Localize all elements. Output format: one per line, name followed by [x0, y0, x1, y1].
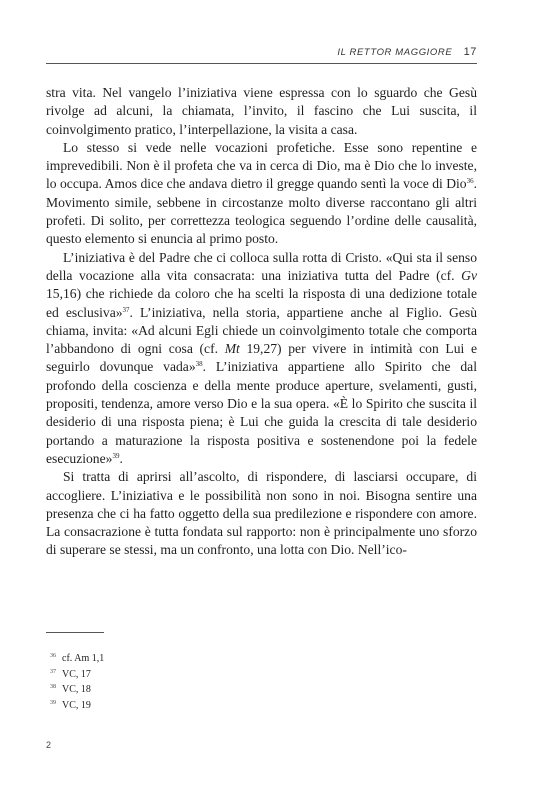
footnote — [50, 681, 250, 697]
footnote — [50, 666, 250, 682]
running-head-title: IL RETTOR MAGGIORE — [337, 47, 453, 58]
footnote-mark: 36 — [50, 653, 56, 659]
text-run: . L’iniziativa, nella storia, appartiene anche al Figlio. Gesù chiama, invita: «Ad alcuni Egli chiede un coinvolgimento totale che comporta l’abbandono di ogni cosa (cf. — [46, 304, 477, 357]
paragraph — [46, 249, 477, 469]
footnote — [50, 650, 250, 666]
footnote-reference: 36 — [466, 177, 474, 186]
text-run: L’iniziativa è del Padre che ci colloca sulla rotta di Cristo. «Qui sta il senso della vocazione alla vita consacrata: una iniziativa tutta del Padre (cf. — [46, 249, 477, 283]
footnote-reference: 38 — [195, 360, 203, 369]
text-run: . Movimento simile, sebbene in circostanze molto diverse raccontano gli altri profeti. Di solito, per correttezza teologica seguendo l’ordine delle causalità, questo elemento si enuncia al primo posto. — [46, 176, 477, 247]
page-number: 17 — [463, 46, 477, 58]
footnote-divider — [46, 632, 104, 633]
text-run: . L’iniziativa appartiene allo Spirito che dal profondo della coscienza e della mente produce aperture, svelamenti, gusti, propositi, tendenza, amore verso Dio e la sua opera. «È lo Spirito che suscita il desiderio di una risposta piena; è Lui che guida la crescita di tale desiderio portando a maturazione la risposta positiva e sostenendone poi la fedele esecuzione» — [46, 359, 477, 466]
text-run: stra vita. Nel vangelo l’iniziativa viene espressa con lo sguardo che Gesù rivolge ad alcuni, la chiamata, l’invito, il fascino che Lui suscita, il coinvolgimento pratico, l’interpellazione, la visita a casa. — [46, 85, 477, 137]
page-marker: 2 — [46, 740, 52, 750]
paragraph — [46, 139, 477, 249]
running-head — [46, 46, 477, 58]
text-run: Si tratta di aprirsi all’ascolto, di rispondere, di lasciarsi occupare, di accogliere. L’iniziativa e le possibilità non sono in noi. Bisogna sentire una presenza che ci ha fatto oggetto della sua predilezione e rispondere con amore. La consacrazione è tutta fondata sul rapporto: non è principalmente uno sforzo di superare se stessi, ma un confronto, una lotta con Dio. Nell’ico- — [46, 469, 477, 558]
text-run: 15,16) che richiede da coloro che ha scelti la risposta di una dedizione totale ed esclusiva» — [46, 286, 477, 320]
footnote-reference: 37 — [122, 305, 130, 314]
header-divider — [46, 63, 477, 64]
footnotes — [50, 650, 250, 712]
paragraph — [46, 84, 477, 139]
footnote-text: VC, 17 — [62, 668, 91, 680]
citation-abbrev: Mt — [224, 341, 240, 357]
footnote-reference: 39 — [112, 451, 120, 460]
footnote — [50, 697, 250, 713]
text-run: 19,27) per vivere in intimità con Lui e seguirlo dovunque vada» — [46, 341, 477, 375]
footnote-text: VC, 19 — [62, 699, 91, 711]
footnote-mark: 39 — [50, 699, 56, 706]
text-run: Lo stesso si vede nelle vocazioni profetiche. Esse sono repentine e imprevedibili. Non è il profeta che va in cerca di Dio, ma è Dio che lo investe, lo occupa. Amos dice che andava dietro il gregge quando sentì la voce di Dio — [46, 139, 477, 192]
paragraph — [46, 468, 477, 559]
footnote-mark: 38 — [50, 684, 56, 690]
footnote-mark: 37 — [50, 668, 56, 675]
footnote-text: cf. Am 1,1 — [62, 653, 105, 664]
body-text — [46, 84, 477, 560]
footnote-text: VC, 18 — [62, 684, 91, 695]
text-run: . — [119, 450, 123, 466]
citation-abbrev: Gv — [461, 267, 477, 283]
